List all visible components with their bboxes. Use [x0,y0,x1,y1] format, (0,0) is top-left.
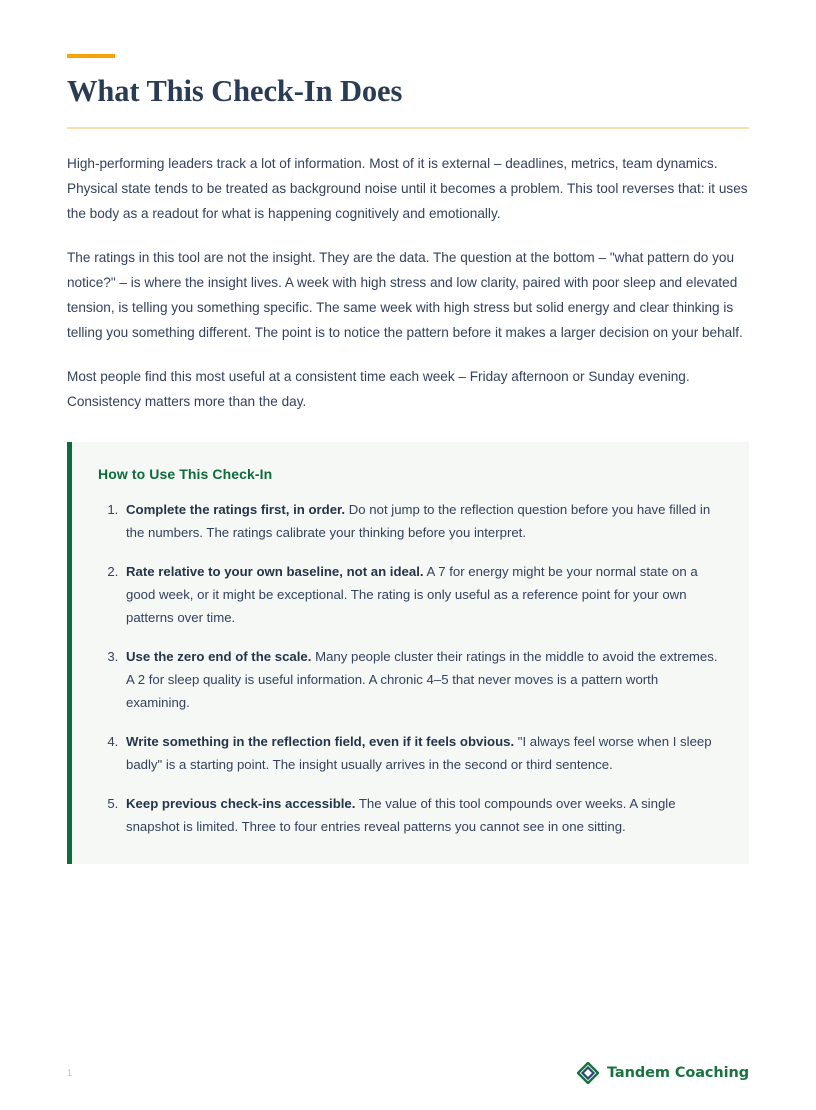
brand-logo [577,1062,749,1084]
list-item-text: A 7 for energy might be your normal state on a good week, or it might be exceptional. The rating is only useful as a reference point for your own patterns over time. [126,564,698,626]
list-item [122,645,723,714]
list-item [122,792,723,838]
list-item [122,730,723,776]
how-to-use-callout [67,442,749,864]
intro-paragraph-2: The ratings in this tool are not the insight. They are the data. The question at the bottom – "what pattern do you notice?" – is where the insight lives. A week with high stress and low clarity, paired with poor sleep and elevated tension, is telling you something specific. The same week with high stress but solid energy and clear thinking is telling you something different. The point is to notice the pattern before it makes a larger decision on your behalf. [67,250,743,341]
tandem-diamond-icon [577,1062,599,1084]
list-item [122,560,723,629]
list-item-text: The value of this tool compounds over weeks. A single snapshot is limited. Three to four entries reveal patterns you cannot see in one sitting. [126,796,676,835]
page-number: 1 [67,1068,73,1078]
how-to-use-list [98,498,723,838]
page-title: What This Check-In Does [67,74,403,108]
intro-paragraph-1: High-performing leaders track a lot of information. Most of it is external – deadlines, metrics, team dynamics. Physical state tends to be treated as background noise until it becomes a problem. This tool reverses that: it uses the body as a readout for what is happening cognitively and emotionally. [67,156,748,222]
brand-name: Tandem Coaching [607,1065,749,1081]
page-footer [67,1052,749,1084]
list-item-lead: Use the zero end of the scale. [126,649,312,665]
list-item-text: "I always feel worse when I sleep badly" is a starting point. The insight usually arrives in the second or third sentence. [126,734,712,773]
callout-heading: How to Use This Check-In [98,466,273,483]
list-item-lead: Write something in the reflection field, even if it feels obvious. [126,734,515,750]
list-item-lead: Rate relative to your own baseline, not an ideal. [126,564,424,580]
list-item [122,498,723,544]
list-item-text: Many people cluster their ratings in the middle to avoid the extremes. A 2 for sleep quality is useful information. A chronic 4–5 that never moves is a pattern worth examining. [126,649,718,711]
title-accent-bar [67,54,115,58]
intro-paragraph-3: Most people find this most useful at a consistent time each week – Friday afternoon or Sunday evening. Consistency matters more than the day. [67,369,690,410]
list-item-text: Do not jump to the reflection question before you have filled in the numbers. The ratings calibrate your thinking before you interpret. [126,502,711,541]
document-page [0,54,816,1110]
list-item-lead: Complete the ratings first, in order. [126,502,346,518]
list-item-lead: Keep previous check-ins accessible. [126,796,356,812]
